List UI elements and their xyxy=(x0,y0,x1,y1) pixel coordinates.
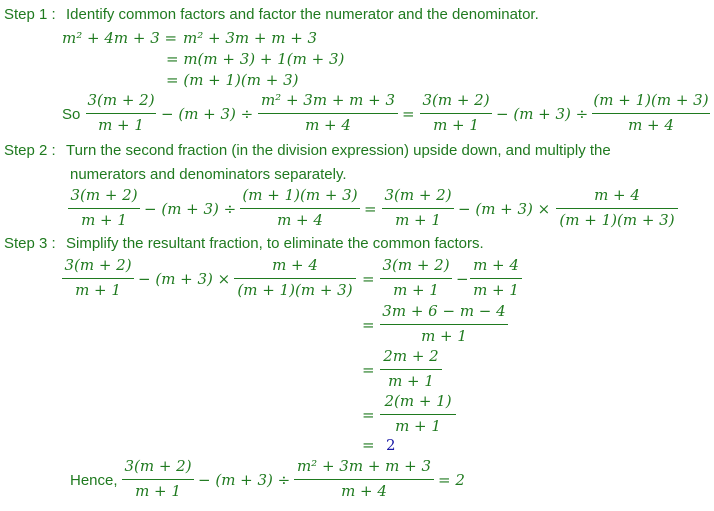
fraction-numerator: 3(m + 2) xyxy=(64,256,132,274)
step1-operator-2: − (m + 3) ÷ xyxy=(496,105,589,123)
step3-fraction-e xyxy=(380,304,508,344)
step3-equals-3: = xyxy=(362,361,375,379)
fraction-numerator: m + 4 xyxy=(272,256,318,274)
step2-label: Step 2 : xyxy=(4,142,56,159)
step1-equation-rhs: m² + 3m + m + 3 xyxy=(183,29,318,47)
fraction-denominator: m + 1 xyxy=(135,482,181,500)
step3-fraction-d xyxy=(470,258,522,298)
fraction-denominator: m + 1 xyxy=(421,327,467,345)
fraction-denominator: m + 1 xyxy=(473,281,519,299)
step1-operator-1: − (m + 3) ÷ xyxy=(161,105,254,123)
step1-equation-line3: = (m + 1)(m + 3) xyxy=(166,71,299,89)
fraction-numerator: 3(m + 2) xyxy=(124,457,192,475)
step3-equals-2: = xyxy=(362,316,375,334)
step1-equation-line2: = m(m + 3) + 1(m + 3) xyxy=(166,50,345,68)
fraction-denominator: m + 1 xyxy=(388,372,434,390)
fraction-numerator: 3(m + 2) xyxy=(384,186,452,204)
fraction-numerator: 3(m + 2) xyxy=(87,91,155,109)
fraction-denominator: m + 4 xyxy=(305,116,351,134)
fraction-denominator: m + 1 xyxy=(75,281,121,299)
fraction-numerator: m + 4 xyxy=(473,256,519,274)
step1-fraction-1 xyxy=(86,93,156,133)
fraction-numerator: m² + 3m + m + 3 xyxy=(296,457,432,475)
fraction-denominator: (m + 1)(m + 3) xyxy=(559,211,675,229)
fraction-denominator: m + 1 xyxy=(98,116,144,134)
hence-label: Hence, xyxy=(70,472,118,489)
step3-fraction-c xyxy=(380,258,452,298)
fraction-denominator: m + 1 xyxy=(81,211,127,229)
step2-operator-2: − (m + 3) × xyxy=(458,200,551,218)
step1-equation-lhs: m² + 4m + 3 = xyxy=(62,29,178,47)
step3-fraction-a xyxy=(62,258,134,298)
fraction-denominator: m + 1 xyxy=(395,417,441,435)
fraction-denominator: (m + 1)(m + 3) xyxy=(237,281,353,299)
step3-equals-5: = xyxy=(362,436,375,454)
hence-result: = 2 xyxy=(438,471,465,489)
fraction-numerator: 3(m + 2) xyxy=(422,91,490,109)
step1-label: Step 1 : xyxy=(4,6,56,23)
step3-equals-1: = xyxy=(362,270,375,288)
fraction-denominator: m + 4 xyxy=(341,482,387,500)
step3-operator-1: − (m + 3) × xyxy=(138,270,231,288)
fraction-numerator: 2m + 2 xyxy=(383,347,439,365)
fraction-denominator: m + 1 xyxy=(393,281,439,299)
fraction-numerator: 3(m + 2) xyxy=(382,256,450,274)
fraction-numerator: m² + 3m + m + 3 xyxy=(260,91,396,109)
step1-instruction: Identify common factors and factor the numerator and the denominator. xyxy=(66,6,539,23)
step2-equals: = xyxy=(364,200,377,218)
step2-fraction-3 xyxy=(382,188,454,228)
step2-fraction-1 xyxy=(68,188,140,228)
step3-equals-4: = xyxy=(362,406,375,424)
step2-instruction-line1: Turn the second fraction (in the division expression) upside down, and multiply the xyxy=(66,142,611,159)
step3-fraction-g xyxy=(380,394,456,434)
fraction-numerator: 3m + 6 − m − 4 xyxy=(382,302,506,320)
step1-fraction-4 xyxy=(592,93,710,133)
step2-operator-1: − (m + 3) ÷ xyxy=(144,200,237,218)
step3-fraction-f xyxy=(380,349,442,389)
step1-equals: = xyxy=(402,105,415,123)
step3-instruction: Simplify the resultant fraction, to eliminate the common factors. xyxy=(66,235,484,252)
fraction-numerator: m + 4 xyxy=(594,186,640,204)
fraction-numerator: 3(m + 2) xyxy=(70,186,138,204)
fraction-numerator: (m + 1)(m + 3) xyxy=(593,91,709,109)
fraction-denominator: m + 1 xyxy=(395,211,441,229)
hence-fraction-1 xyxy=(122,459,194,499)
step1-so-label: So xyxy=(62,106,81,123)
step2-fraction-4 xyxy=(556,188,678,228)
step1-fraction-2 xyxy=(258,93,398,133)
hence-fraction-2 xyxy=(294,459,434,499)
step2-instruction-line2: numerators and denominators separately. xyxy=(70,166,347,183)
step1-fraction-3 xyxy=(420,93,492,133)
step3-fraction-b xyxy=(234,258,356,298)
hence-operator: − (m + 3) ÷ xyxy=(198,471,291,489)
fraction-denominator: m + 1 xyxy=(433,116,479,134)
fraction-numerator: (m + 1)(m + 3) xyxy=(242,186,358,204)
step3-label: Step 3 : xyxy=(4,235,56,252)
fraction-numerator: 2(m + 1) xyxy=(384,392,452,410)
fraction-denominator: m + 4 xyxy=(277,211,323,229)
step3-result: 2 xyxy=(386,436,396,454)
step3-minus: − xyxy=(456,270,469,288)
fraction-denominator: m + 4 xyxy=(628,116,674,134)
step2-fraction-2 xyxy=(240,188,360,228)
